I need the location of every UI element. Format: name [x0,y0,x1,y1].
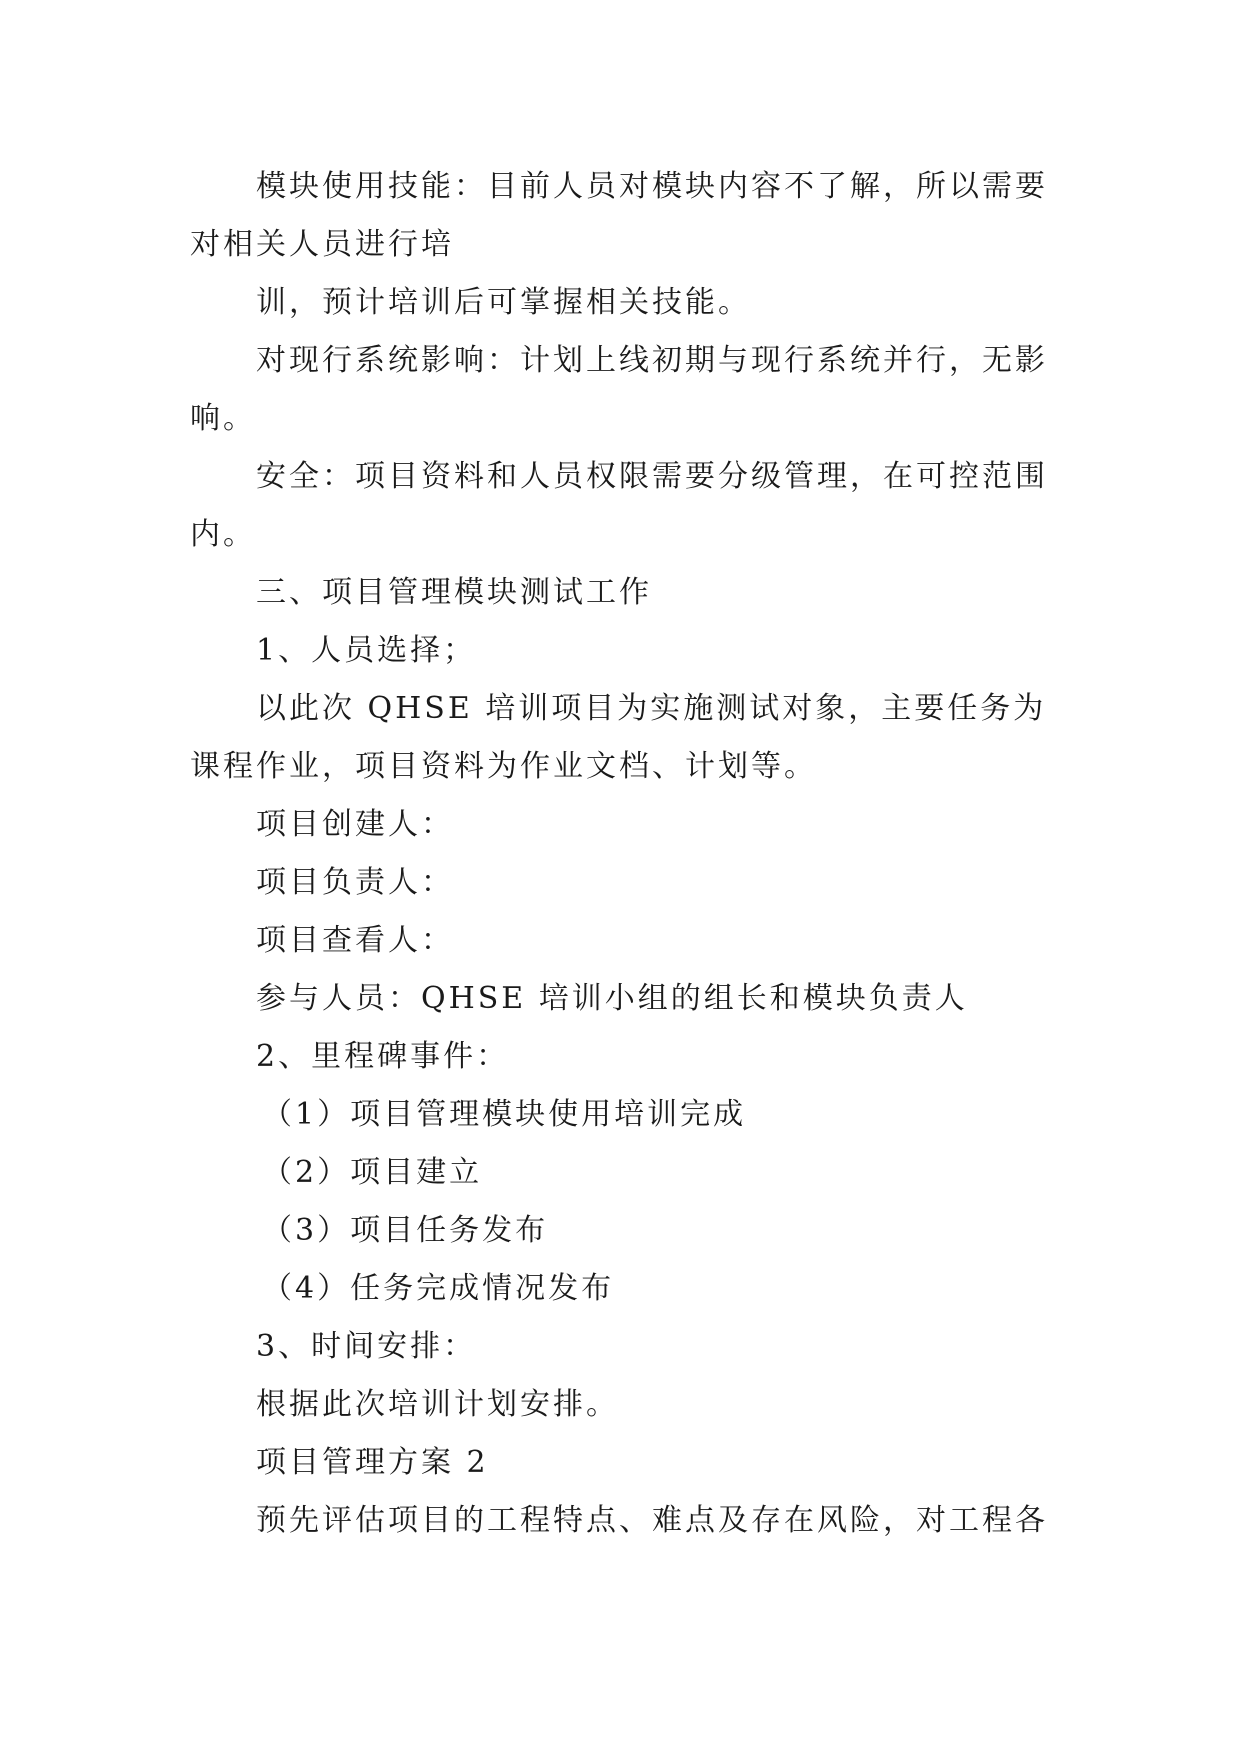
field-project-creator: 项目创建人： [256,807,454,842]
paragraph-system-impact: 对现行系统影响：计划上线初期与现行系统并行，无影响。 [190,343,1048,436]
paragraph-training-result: 训，预计培训后可掌握相关技能。 [256,285,751,320]
paragraph-risk-assessment: 预先评估项目的工程特点、难点及存在风险，对工程各 [256,1503,1048,1538]
field-participants: 参与人员：QHSE 培训小组的组长和模块负责人 [256,981,968,1016]
paragraph-module-skills: 模块使用技能：目前人员对模块内容不了解，所以需要对相关人员进行培 [190,169,1048,262]
section-heading-plan-2: 项目管理方案 2 [256,1445,489,1480]
subheading-milestones: 2、里程碑事件： [256,1039,510,1074]
subheading-personnel: 1、人员选择； [256,633,477,668]
milestone-item: （1）项目管理模块使用培训完成 [262,1097,747,1132]
milestone-item: （4）任务完成情况发布 [262,1271,615,1306]
field-project-viewer: 项目查看人： [256,923,454,958]
milestone-item: （3）项目任务发布 [262,1213,549,1248]
milestone-item: （2）项目建立 [262,1155,483,1190]
paragraph-security: 安全：项目资料和人员权限需要分级管理，在可控范围内。 [190,459,1048,552]
subheading-schedule: 3、时间安排： [256,1329,477,1364]
section-heading-testing: 三、项目管理模块测试工作 [256,575,652,610]
field-project-owner: 项目负责人： [256,865,454,900]
paragraph-schedule: 根据此次培训计划安排。 [256,1387,619,1422]
document-body [190,158,1050,1550]
paragraph-test-object: 以此次 QHSE 培训项目为实施测试对象，主要任务为课程作业，项目资料为作业文档、计划等。 [190,691,1047,784]
